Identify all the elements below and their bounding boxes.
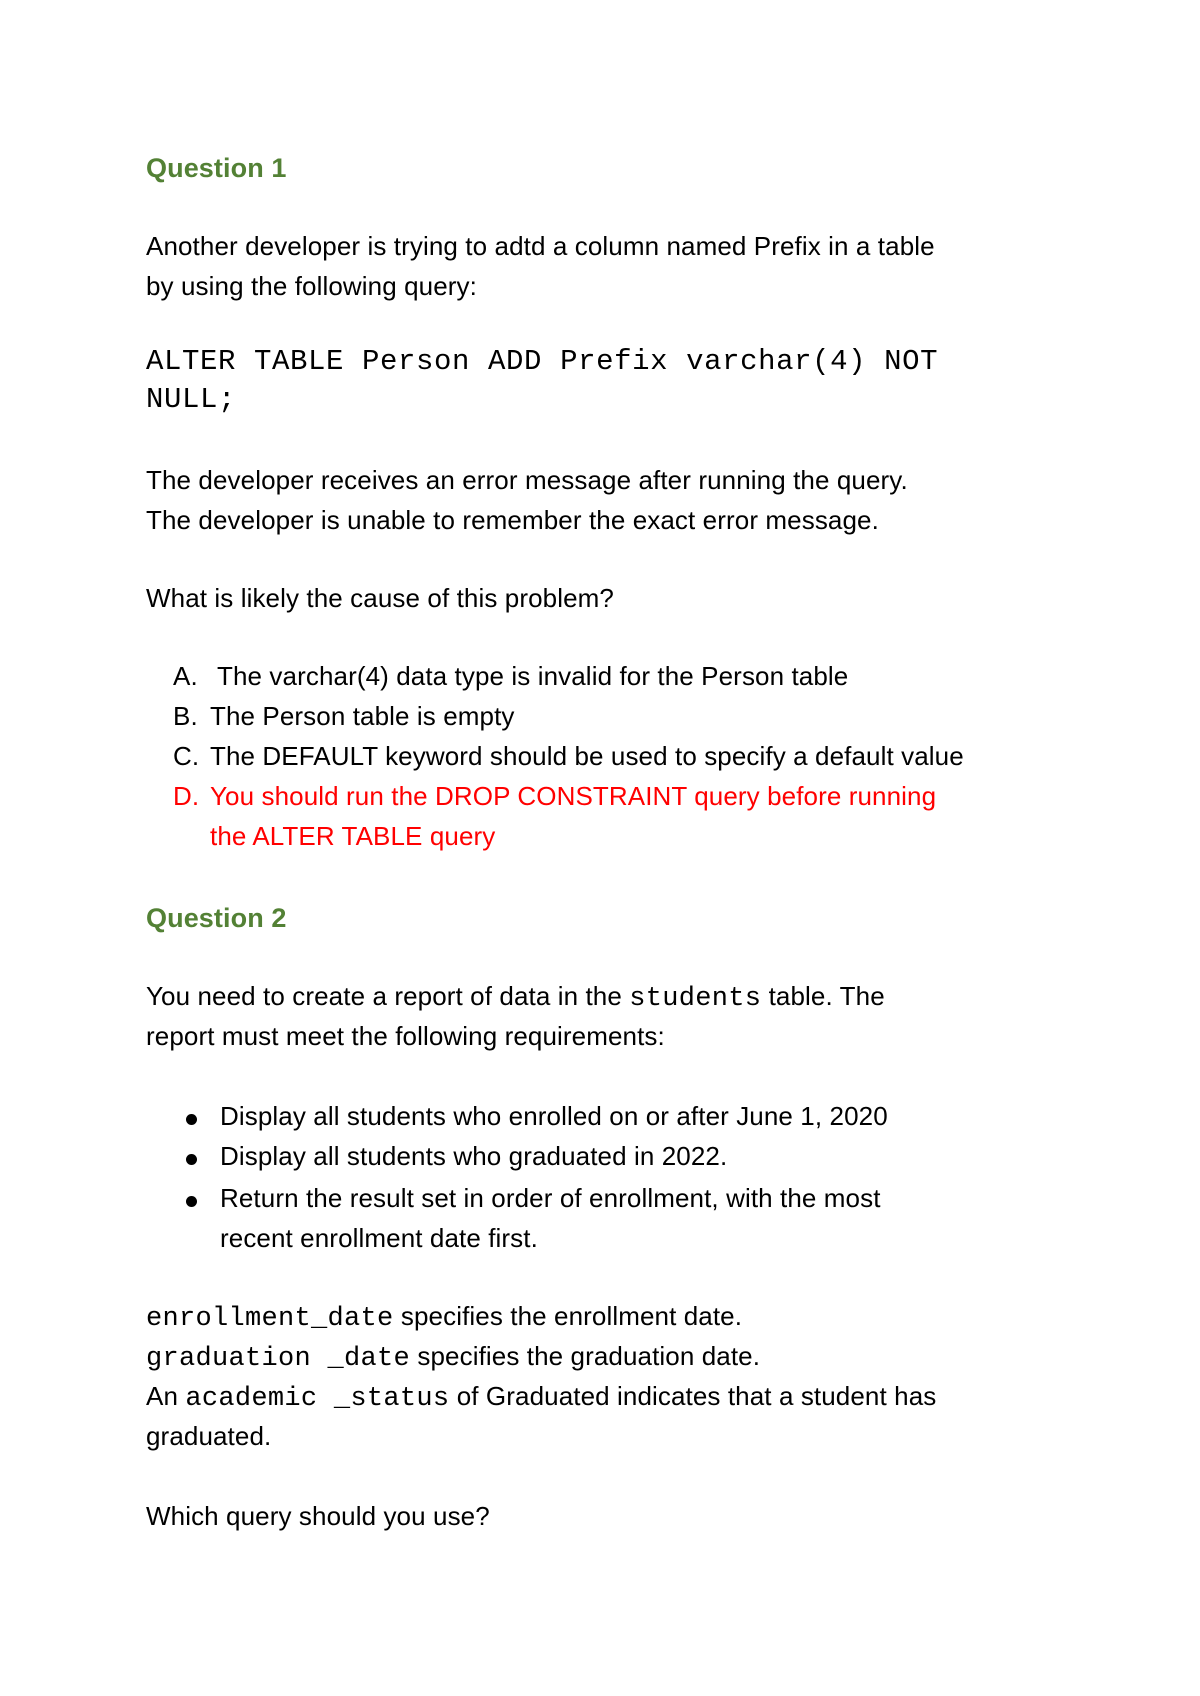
graduation-date-column: graduation _date	[146, 1344, 411, 1374]
bullet-icon	[186, 1196, 197, 1207]
requirement-3: Return the result set in order of enrollment, with the most	[220, 1183, 881, 1213]
question-2-heading: Question 2	[146, 903, 287, 933]
question-1-error-line-2: The developer is unable to remember the exact error message.	[146, 505, 879, 535]
question-1-intro-line-1: Another developer is trying to adtd a column named Prefix in a table	[146, 231, 935, 261]
requirement-2: Display all students who graduated in 2022.	[220, 1141, 728, 1171]
definition-enrollment-date	[146, 1296, 742, 1339]
students-table-name: students	[629, 984, 762, 1014]
question-1-intro-line-2: by using the following query:	[146, 271, 477, 301]
requirement-1: Display all students who enrolled on or after June 1, 2020	[220, 1101, 888, 1131]
question-2-intro-line-1	[146, 976, 885, 1019]
option-c-text: The DEFAULT keyword should be used to specify a default value	[210, 741, 964, 771]
question-2-intro-line-2: report must meet the following requirements:	[146, 1021, 665, 1051]
option-d-letter: D.	[173, 781, 200, 811]
bullet-icon	[186, 1114, 197, 1125]
bullet-icon	[186, 1154, 197, 1165]
graduation-date-description: specifies the graduation date.	[417, 1341, 761, 1371]
option-c-letter: C.	[173, 741, 200, 771]
question-1-prompt: What is likely the cause of this problem?	[146, 583, 614, 613]
question-1-code-line-2: NULL;	[146, 383, 237, 416]
option-d-text-continued: the ALTER TABLE query	[210, 821, 496, 851]
question-2-prompt: Which query should you use?	[146, 1501, 490, 1531]
question-2-intro-part-2: table. The	[768, 981, 885, 1011]
definition-graduation-date	[146, 1336, 760, 1379]
academic-status-column: academic _status	[185, 1384, 450, 1414]
question-1-heading: Question 1	[146, 153, 287, 183]
question-2-intro-part-1: You need to create a report of data in the	[146, 981, 622, 1011]
definition-academic-status-continued: graduated.	[146, 1421, 272, 1451]
academic-status-prefix: An	[146, 1381, 179, 1411]
option-a-text: The varchar(4) data type is invalid for the Person table	[217, 661, 849, 691]
definition-academic-status	[146, 1376, 936, 1419]
option-b-text: The Person table is empty	[210, 701, 515, 731]
question-1-code-line-1: ALTER TABLE Person ADD Prefix varchar(4) NOT	[146, 345, 939, 378]
enrollment-date-column: enrollment_date	[146, 1304, 394, 1334]
option-b-letter: B.	[173, 701, 198, 731]
question-1-error-line-1: The developer receives an error message after running the query.	[146, 465, 908, 495]
option-d-text: You should run the DROP CONSTRAINT query before running	[210, 781, 937, 811]
requirement-3-continued: recent enrollment date first.	[220, 1223, 538, 1253]
option-a-letter: A.	[173, 661, 198, 691]
enrollment-date-description: specifies the enrollment date.	[400, 1301, 743, 1331]
academic-status-description: of Graduated indicates that a student has	[456, 1381, 937, 1411]
